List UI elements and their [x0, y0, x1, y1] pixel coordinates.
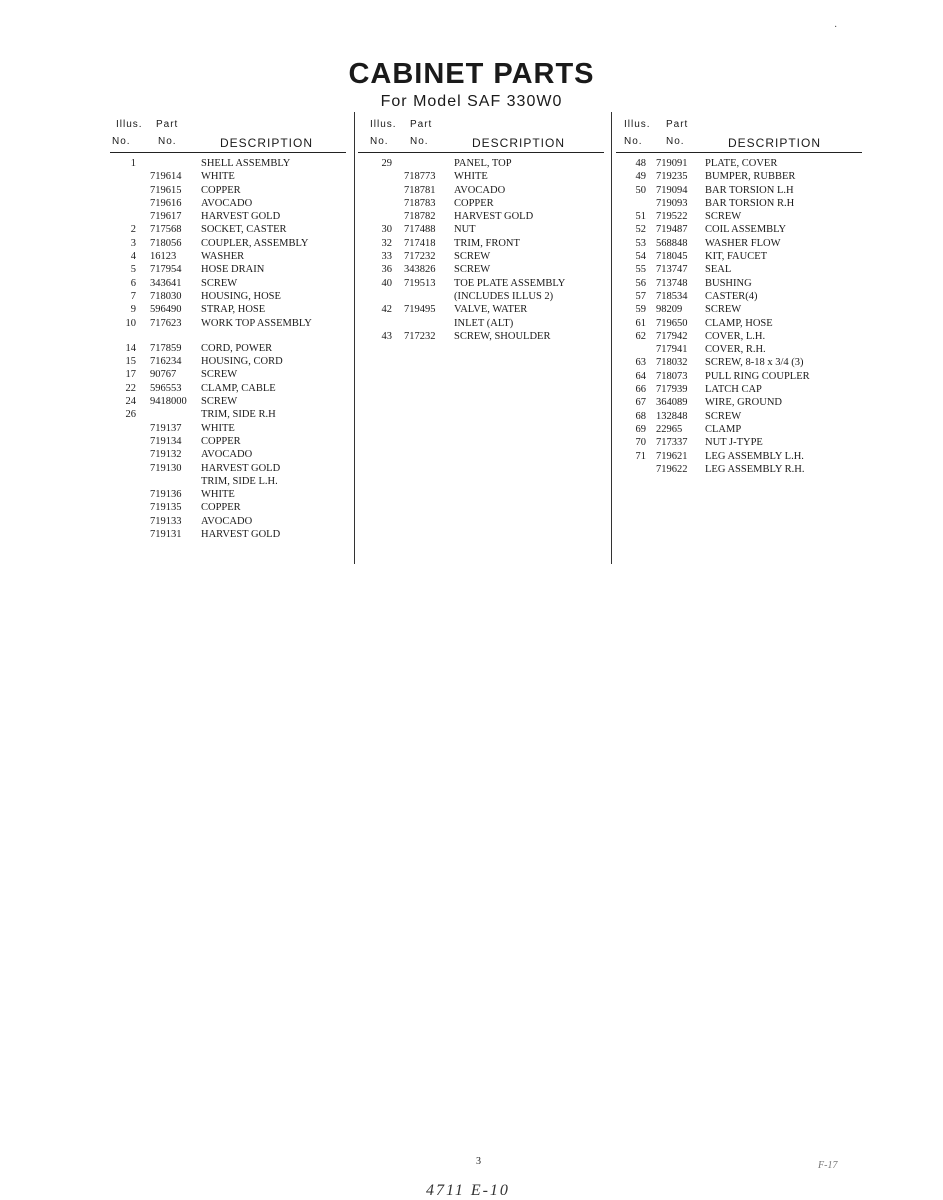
part-no: 16123: [150, 251, 177, 263]
parts-row: [358, 317, 604, 330]
parts-row: [616, 343, 862, 356]
part-description: LEG ASSEMBLY L.H.: [705, 450, 804, 462]
part-description: KIT, FAUCET: [705, 251, 768, 263]
part-no: 717942: [656, 330, 688, 342]
part-no: 343641: [150, 277, 182, 289]
illus-no: 14: [125, 342, 136, 354]
illus-no: 51: [635, 211, 646, 223]
part-no: 596490: [150, 304, 182, 316]
part-no: 719235: [656, 171, 688, 183]
illus-no: 26: [125, 409, 136, 421]
part-description: SCREW: [201, 277, 238, 289]
part-no: 719617: [150, 211, 182, 223]
parts-row: [110, 250, 346, 263]
parts-row: [616, 396, 862, 409]
part-description: CLAMP, HOSE: [705, 317, 773, 329]
column-divider-1: [354, 112, 355, 564]
column-header: [110, 119, 346, 153]
part-description: BUSHING: [705, 277, 752, 289]
parts-row: [616, 317, 862, 330]
part-no: 719134: [150, 435, 182, 447]
footer-mark: F-17: [818, 1160, 838, 1171]
part-description: TRIM, FRONT: [454, 237, 520, 249]
illus-no: 24: [125, 396, 136, 408]
part-no: 719513: [404, 277, 436, 289]
part-no: 719131: [150, 529, 182, 541]
parts-row: [110, 501, 346, 514]
part-description: TOE PLATE ASSEMBLY: [454, 277, 566, 289]
parts-row: [616, 263, 862, 276]
illus-no: 55: [635, 264, 646, 276]
illus-no: 64: [635, 370, 646, 382]
parts-row: [358, 184, 604, 197]
parts-row: [616, 423, 862, 436]
parts-row: [616, 303, 862, 316]
part-description: SCREW: [454, 251, 491, 263]
illus-no: 42: [381, 304, 392, 316]
part-description: STRAP, HOSE: [201, 304, 266, 316]
part-no: 717954: [150, 264, 182, 276]
part-description: NUT J-TYPE: [705, 437, 763, 449]
parts-row: [110, 448, 346, 461]
part-description: HARVEST GOLD: [201, 462, 281, 474]
illus-no: 67: [635, 397, 646, 409]
parts-row: [358, 263, 604, 276]
part-no: 717939: [656, 384, 688, 396]
part-no: 718073: [656, 370, 688, 382]
illus-no: 29: [381, 158, 392, 169]
part-no: 717337: [656, 437, 688, 449]
part-no: 717941: [656, 344, 688, 356]
parts-row: [110, 237, 346, 250]
part-no: 343826: [404, 264, 436, 276]
parts-row: [358, 330, 604, 343]
illus-no: 63: [635, 357, 646, 369]
part-description: TRIM, SIDE R.H: [201, 409, 276, 421]
part-description: COPPER: [201, 502, 241, 514]
header-illus-no: No.: [370, 136, 389, 147]
part-description: WIRE, GROUND: [705, 397, 782, 409]
header-illus: Illus.: [370, 119, 397, 130]
part-no: 719136: [150, 489, 182, 501]
part-description: HOUSING, CORD: [201, 356, 283, 368]
part-no: 364089: [656, 397, 688, 409]
part-description: COPPER: [201, 435, 241, 447]
parts-row: [110, 435, 346, 448]
part-description: SCREW: [201, 396, 238, 408]
parts-row: [110, 528, 346, 541]
parts-row: [616, 330, 862, 343]
parts-row: [616, 277, 862, 290]
parts-list: [110, 157, 346, 541]
parts-list: [616, 157, 862, 476]
illus-no: 10: [125, 317, 136, 329]
parts-row: [110, 210, 346, 223]
illus-no: 3: [130, 237, 136, 249]
parts-row: [110, 223, 346, 236]
part-description: CASTER(4): [705, 290, 758, 302]
part-no: 719616: [150, 197, 182, 209]
part-no: 717859: [150, 342, 182, 354]
page-subtitle: For Model SAF 330W0: [380, 93, 563, 110]
parts-row: [358, 223, 604, 236]
part-description: SCREW: [454, 264, 491, 276]
illus-no: 22: [125, 382, 136, 394]
header-part: Part: [410, 119, 433, 130]
illus-no: 6: [130, 277, 136, 289]
part-description: WASHER: [201, 251, 245, 263]
parts-row: [110, 355, 346, 368]
parts-row: [616, 370, 862, 383]
part-no: 718056: [150, 237, 182, 249]
parts-list: [358, 157, 604, 343]
part-no: 719135: [150, 502, 182, 514]
illus-no: 33: [381, 251, 392, 263]
parts-row: [110, 330, 346, 342]
part-no: 717568: [150, 224, 182, 236]
part-no: 596553: [150, 382, 182, 394]
parts-row: [616, 210, 862, 223]
illus-no: 50: [635, 184, 646, 196]
part-description: VALVE, WATER: [454, 304, 528, 316]
part-description: SCREW, 8-18 x 3/4 (3): [705, 357, 804, 369]
part-no: 719495: [404, 304, 436, 316]
part-description: BAR TORSION R.H: [705, 197, 795, 209]
part-no: 719615: [150, 184, 182, 196]
header-part-no: No.: [410, 136, 429, 147]
illus-no: 71: [635, 450, 646, 462]
part-no: 719133: [150, 515, 182, 527]
part-no: 719522: [656, 211, 688, 223]
parts-row: [616, 184, 862, 197]
illus-no: 52: [635, 224, 646, 236]
parts-row: [616, 436, 862, 449]
part-no: 718032: [656, 357, 688, 369]
illus-no: 17: [125, 369, 136, 381]
parts-row: [110, 317, 346, 330]
parts-row: [358, 237, 604, 250]
part-no: 719094: [656, 184, 688, 196]
part-description: AVOCADO: [201, 449, 253, 461]
part-no: 719487: [656, 224, 688, 236]
part-description: WHITE: [201, 489, 235, 501]
part-description: NUT: [454, 224, 476, 236]
illus-no: 54: [635, 251, 646, 263]
part-no: 718534: [656, 290, 688, 302]
illus-no: 2: [130, 224, 136, 236]
part-description: TRIM, SIDE L.H.: [201, 475, 278, 487]
illus-no: 4: [130, 251, 136, 263]
illus-no: 68: [635, 410, 646, 422]
part-description: AVOCADO: [201, 197, 253, 209]
parts-row: [616, 223, 862, 236]
corner-mark: ·: [834, 22, 838, 33]
part-description: SCREW: [705, 410, 742, 422]
part-description: HOSE DRAIN: [201, 264, 265, 276]
parts-row: [110, 488, 346, 501]
part-no: 718045: [656, 251, 688, 263]
illus-no: 49: [635, 171, 646, 183]
column-header: [358, 119, 604, 153]
parts-row: [616, 383, 862, 396]
illus-no: 69: [635, 423, 646, 435]
part-description: COVER, R.H.: [705, 344, 766, 356]
part-description: COPPER: [454, 197, 494, 209]
illus-no: 59: [635, 304, 646, 316]
illus-no: 66: [635, 384, 646, 396]
part-description: WORK TOP ASSEMBLY: [201, 317, 312, 329]
part-description: SCREW: [201, 369, 238, 381]
parts-row: [616, 356, 862, 369]
illus-no: 70: [635, 437, 646, 449]
header-illus-no: No.: [112, 136, 131, 147]
part-no: 717488: [404, 224, 436, 236]
header-description: DESCRIPTION: [220, 136, 314, 150]
part-description: LATCH CAP: [705, 384, 762, 396]
part-no: 132848: [656, 410, 688, 422]
part-no: 98209: [656, 304, 683, 316]
part-description: HARVEST GOLD: [201, 529, 281, 541]
parts-row: [358, 290, 604, 303]
header-illus: Illus.: [116, 119, 143, 130]
parts-row: [110, 263, 346, 276]
part-description: PANEL, TOP: [454, 158, 512, 169]
illus-no: 40: [381, 277, 392, 289]
parts-row: [110, 197, 346, 210]
header-illus-no: No.: [624, 136, 643, 147]
part-description: PULL RING COUPLER: [705, 370, 810, 382]
part-no: 90767: [150, 369, 177, 381]
part-description: BUMPER, RUBBER: [705, 171, 796, 183]
parts-row: [110, 170, 346, 183]
part-description: (INCLUDES ILLUS 2): [454, 290, 554, 302]
part-description: AVOCADO: [201, 515, 253, 527]
part-no: 718782: [404, 211, 436, 223]
parts-row: [616, 290, 862, 303]
illus-no: 48: [635, 158, 646, 169]
handwritten-note: 4711 E-10: [426, 1182, 510, 1199]
part-no: 718030: [150, 290, 182, 302]
part-no: 719091: [656, 158, 688, 169]
parts-row: [358, 250, 604, 263]
parts-row: [358, 157, 604, 170]
parts-row: [616, 450, 862, 463]
part-description: LEG ASSEMBLY R.H.: [705, 463, 805, 475]
part-description: BAR TORSION L.H: [705, 184, 794, 196]
parts-row: [110, 157, 346, 170]
parts-column-3: [616, 119, 862, 476]
page-title: CABINET PARTS: [348, 58, 595, 90]
part-description: COVER, L.H.: [705, 330, 766, 342]
part-no: 719614: [150, 171, 182, 183]
page-number: 3: [476, 1156, 481, 1167]
illus-no: 56: [635, 277, 646, 289]
part-description: WHITE: [201, 171, 235, 183]
part-no: 717418: [404, 237, 436, 249]
part-no: 713747: [656, 264, 688, 276]
illus-no: 7: [130, 290, 136, 302]
part-description: COPPER: [201, 184, 241, 196]
part-description: SCREW: [705, 304, 742, 316]
part-description: INLET (ALT): [454, 317, 514, 329]
part-no: 719093: [656, 197, 688, 209]
parts-row: [110, 277, 346, 290]
parts-row: [110, 462, 346, 475]
part-no: 719132: [150, 449, 182, 461]
parts-row: [616, 237, 862, 250]
part-no: 718781: [404, 184, 436, 196]
header-part-no: No.: [666, 136, 685, 147]
parts-row: [616, 410, 862, 423]
part-description: SCREW: [705, 211, 742, 223]
header-part: Part: [156, 119, 179, 130]
part-description: PLATE, COVER: [705, 158, 778, 169]
parts-row: [110, 342, 346, 355]
illus-no: 15: [125, 356, 136, 368]
part-description: CLAMP, CABLE: [201, 382, 276, 394]
illus-no: 53: [635, 237, 646, 249]
part-description: HOUSING, HOSE: [201, 290, 281, 302]
illus-no: 36: [381, 264, 392, 276]
illus-no: 30: [381, 224, 392, 236]
part-no: 719137: [150, 422, 182, 434]
column-divider-2: [611, 112, 612, 564]
parts-row: [616, 170, 862, 183]
part-description: COIL ASSEMBLY: [705, 224, 787, 236]
parts-column-2: [358, 119, 604, 343]
parts-row: [358, 277, 604, 290]
parts-row: [358, 197, 604, 210]
parts-row: [110, 382, 346, 395]
parts-row: [616, 157, 862, 170]
part-no: 719621: [656, 450, 688, 462]
parts-column-1: [110, 119, 346, 541]
illus-no: 62: [635, 330, 646, 342]
illus-no: 1: [130, 158, 136, 169]
part-description: COUPLER, ASSEMBLY: [201, 237, 309, 249]
parts-row: [616, 197, 862, 210]
illus-no: 57: [635, 290, 646, 302]
parts-row: [110, 422, 346, 435]
parts-row: [110, 395, 346, 408]
header-description: DESCRIPTION: [472, 136, 566, 150]
part-description: HARVEST GOLD: [201, 211, 281, 223]
parts-row: [110, 408, 346, 421]
part-no: 716234: [150, 356, 182, 368]
part-description: SEAL: [705, 264, 732, 276]
parts-row: [358, 170, 604, 183]
illus-no: 32: [381, 237, 392, 249]
part-description: HARVEST GOLD: [454, 211, 534, 223]
part-no: 719650: [656, 317, 688, 329]
part-no: 717623: [150, 317, 182, 329]
part-description: WHITE: [454, 171, 488, 183]
part-no: 719622: [656, 463, 688, 475]
parts-row: [110, 368, 346, 381]
part-description: SOCKET, CASTER: [201, 224, 287, 236]
part-no: 719130: [150, 462, 182, 474]
part-no: 718773: [404, 171, 436, 183]
part-no: 22965: [656, 423, 683, 435]
part-description: WHITE: [201, 422, 235, 434]
illus-no: 43: [381, 330, 392, 342]
parts-row: [616, 463, 862, 476]
part-no: 9418000: [150, 396, 187, 408]
part-description: AVOCADO: [454, 184, 506, 196]
part-no: 717232: [404, 330, 436, 342]
part-no: 718783: [404, 197, 436, 209]
part-description: CLAMP: [705, 423, 742, 435]
parts-row: [358, 210, 604, 223]
part-no: 568848: [656, 237, 688, 249]
header-part-no: No.: [158, 136, 177, 147]
parts-row: [110, 303, 346, 316]
illus-no: 61: [635, 317, 646, 329]
parts-row: [110, 184, 346, 197]
header-illus: Illus.: [624, 119, 651, 130]
illus-no: 9: [130, 304, 136, 316]
part-no: 713748: [656, 277, 688, 289]
parts-row: [358, 303, 604, 316]
part-no: 717232: [404, 251, 436, 263]
parts-row: [110, 515, 346, 528]
part-description: CORD, POWER: [201, 342, 273, 354]
parts-row: [616, 250, 862, 263]
part-description: SHELL ASSEMBLY: [201, 158, 291, 169]
parts-row: [110, 290, 346, 303]
part-description: WASHER FLOW: [705, 237, 781, 249]
header-part: Part: [666, 119, 689, 130]
part-description: SCREW, SHOULDER: [454, 330, 551, 342]
illus-no: 5: [130, 264, 136, 276]
parts-row: [110, 475, 346, 488]
header-description: DESCRIPTION: [728, 136, 822, 150]
column-header: [616, 119, 862, 153]
